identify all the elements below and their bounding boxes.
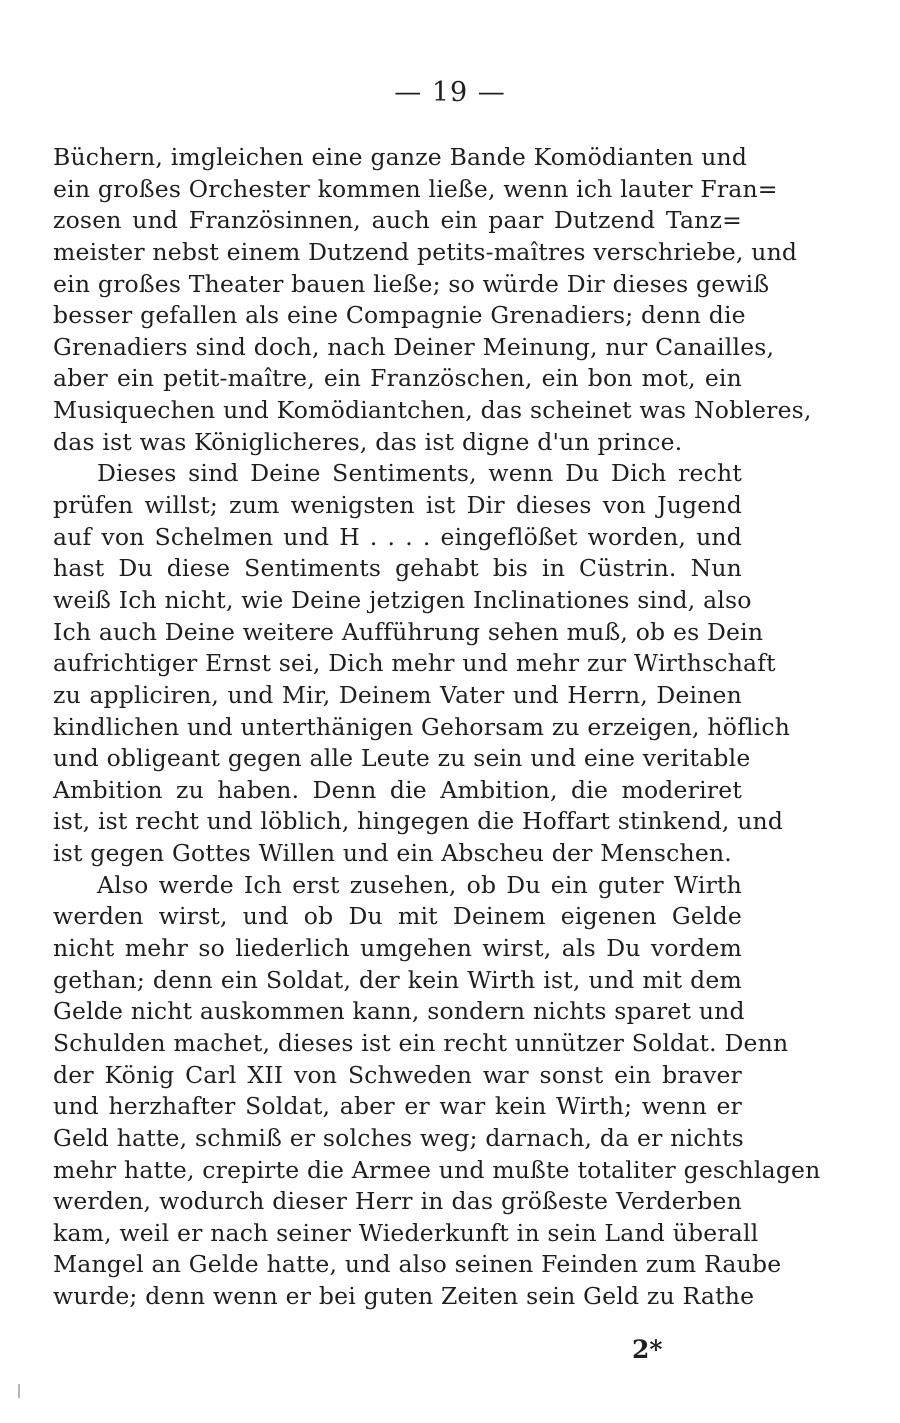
text-line: ist gegen Gottes Willen und ein Abscheu der Menschen. <box>53 839 732 868</box>
text-line: Grenadiers sind doch, nach Deiner Meinung, nur Canailles, <box>53 332 775 361</box>
text-line: ist, ist recht und löblich, hingegen die Hoffart stinkend, und <box>53 807 784 836</box>
text-line: kam, weil er nach seiner Wiederkunft in sein Land überall <box>53 1218 759 1247</box>
text-line: Ambition zu haben. Denn die Ambition, die moderiret <box>53 775 742 804</box>
text-line: der König Carl XII von Schweden war sonst ein braver <box>53 1060 742 1089</box>
text-line: ein großes Theater bauen ließe; so würde Dir dieses gewiß <box>53 269 770 298</box>
page-number-header: — 19 — <box>394 77 506 108</box>
signature-mark: 2* <box>632 1335 663 1364</box>
text-line: wurde; denn wenn er bei guten Zeiten sein Geld zu Rathe <box>53 1282 755 1311</box>
text-line: meister nebst einem Dutzend petits-maîtres verschriebe, und <box>53 237 798 266</box>
text-line: Musiquechen und Komödiantchen, das scheinet was Nobleres, <box>53 396 812 425</box>
text-line: Dieses sind Deine Sentiments, wenn Du Dich recht <box>97 459 742 488</box>
text-line: nicht mehr so liederlich umgehen wirst, als Du vordem <box>53 934 742 963</box>
text-line: zosen und Französinnen, auch ein paar Dutzend Tanz= <box>53 206 742 235</box>
text-line: und herzhafter Soldat, aber er war kein Wirth; wenn er <box>53 1092 742 1121</box>
text-line: Schulden machet, dieses ist ein recht unnützer Soldat. Denn <box>53 1028 789 1057</box>
text-line: auf von Schelmen und H . . . . eingeflößet worden, und <box>53 522 742 551</box>
paper-speck <box>18 1384 20 1398</box>
text-line: werden wirst, und ob Du mit Deinem eigenen Gelde <box>53 902 742 931</box>
body-text <box>53 142 821 1313</box>
text-line: kindlichen und unterthänigen Gehorsam zu erzeigen, höflich <box>53 712 791 741</box>
text-line: Also werde Ich erst zusehen, ob Du ein guter Wirth <box>97 870 742 899</box>
text-line: das ist was Königlicheres, das ist digne d'un prince. <box>53 427 683 456</box>
text-line: zu appliciren, und Mir, Deinem Vater und Herrn, Deinen <box>53 680 742 709</box>
text-line: und obligeant gegen alle Leute zu sein und eine veritable <box>53 744 751 773</box>
text-line: besser gefallen als eine Compagnie Grenadiers; denn die <box>53 301 746 330</box>
text-line: Gelde nicht auskommen kann, sondern nichts sparet und <box>53 997 745 1026</box>
text-line: hast Du diese Sentiments gehabt bis in Cüstrin. Nun <box>53 554 742 583</box>
text-line: Ich auch Deine weitere Aufführung sehen muß, ob es Dein <box>53 617 764 646</box>
text-line: werden, wodurch dieser Herr in das größeste Verderben <box>53 1187 742 1216</box>
text-line: weiß Ich nicht, wie Deine jetzigen Inclinationes sind, also <box>53 585 752 614</box>
text-line: ein großes Orchester kommen ließe, wenn ich lauter Fran= <box>53 174 778 203</box>
text-line: Büchern, imgleichen eine ganze Bande Komödianten und <box>53 143 748 171</box>
text-line: Geld hatte, schmiß er solches weg; darnach, da er nichts <box>53 1123 744 1152</box>
text-line: aber ein petit-maître, ein Französchen, ein bon mot, ein <box>53 364 742 393</box>
text-line: Mangel an Gelde hatte, und also seinen Feinden zum Raube <box>53 1250 782 1279</box>
text-line: gethan; denn ein Soldat, der kein Wirth ist, und mit dem <box>53 965 742 994</box>
text-line: mehr hatte, crepirte die Armee und mußte totaliter geschlagen <box>53 1155 821 1184</box>
text-line: aufrichtiger Ernst sei, Dich mehr und mehr zur Wirthschaft <box>53 649 776 678</box>
text-line: prüfen willst; zum wenigsten ist Dir dieses von Jugend <box>53 491 742 520</box>
